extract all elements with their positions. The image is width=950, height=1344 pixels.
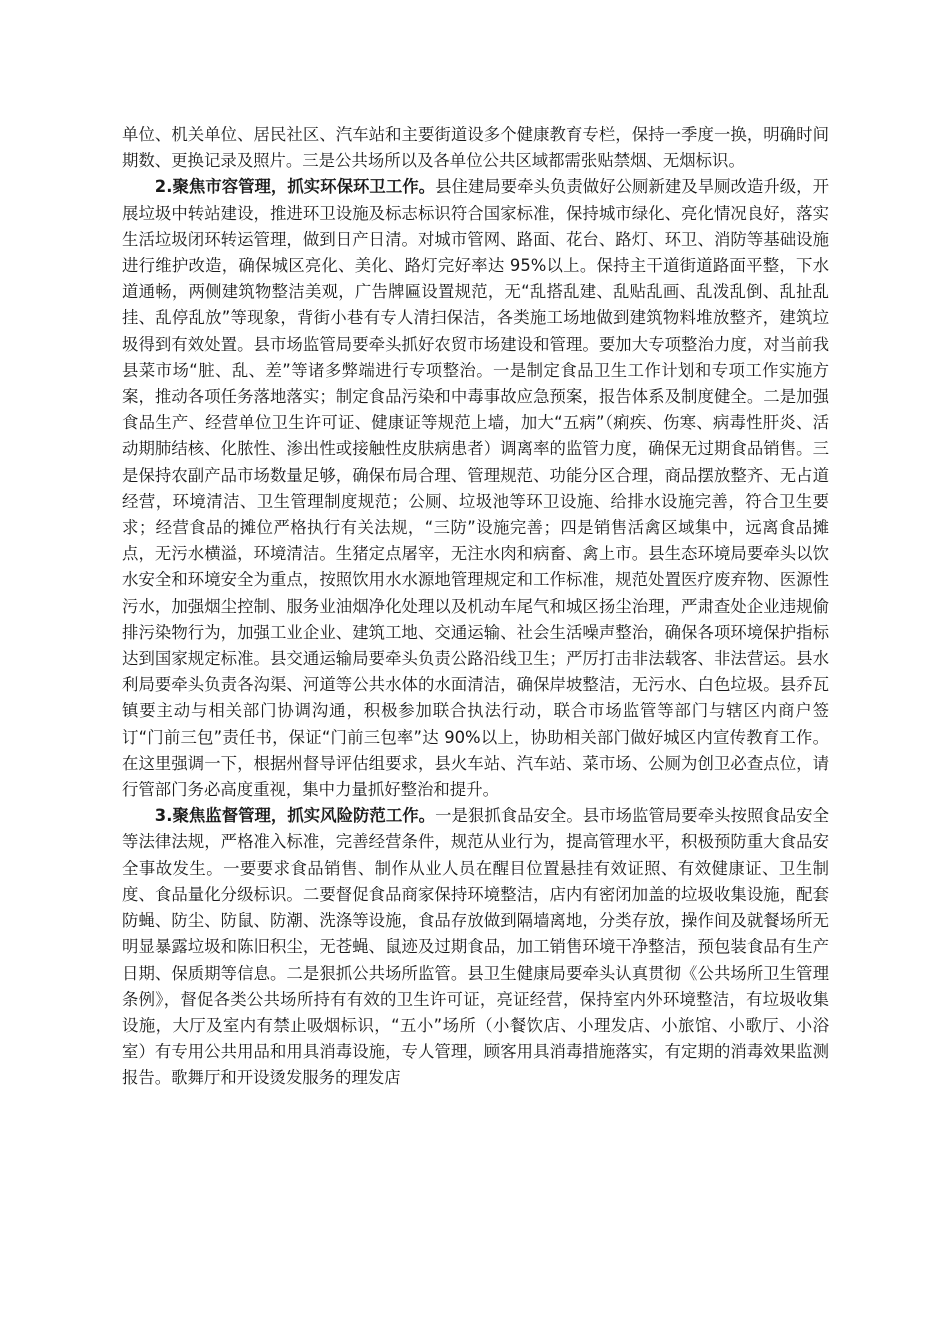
section-2-heading: 2.聚焦市容管理，抓实环保环卫工作。 [154,177,436,197]
section-3-body: 一是狠抓食品安全。县市场监管局要牵头按照食品安全等法律法规，严格准入标准，完善经营条件，规范从业行为，提高管理水平，积极预防重大食品安全事故发生。一要要求食品销售、制作从业人员在醒目位置悬挂有效证照、有效健康证、卫生制度、食品量化分级标识。二要督促食品商家保持环境整洁，店内有密闭加盖的垃圾收集设施，配套防蝇、防尘、防鼠、防潮、洗涤等设施，食品存放做到隔墙离地，分类存放，操作间及就餐场所无明显暴露垃圾和陈旧积尘，无苍蝇、鼠迹及过期食品，加工销售环境干净整洁，预包装食品有生产日期、保质期等信息。二是狠抓公共场所监管。县卫生健康局要牵头认真贯彻《公共场所卫生管理条例》，督促各类公共场所持有有效的卫生许可证，亮证经营，保持室内外环境整洁，有垃圾收集设施，大厅及室内有禁止吸烟标识，“五小”场所（小餐饮店、小理发店、小旅馆、小歌厅、小浴室）有专用公共用品和用具消毒设施，专人管理，顾客用具消毒措施落实，有定期的消毒效果监测报告。歌舞厅和开设烫发服务的理发店 [122,806,829,1088]
section-3-heading: 3.聚焦监督管理，抓实风险防范工作。 [154,806,436,826]
document-body [122,122,829,1092]
section-2-body: 县住建局要牵头负责做好公厕新建及旱厕改造升级，开展垃圾中转站建设，推进环卫设施及标志标识符合国家标准，保持城市绿化、亮化情况良好，落实生活垃圾闭环转运管理，做到日产日清。对城市管网、路面、花台、路灯、环卫、消防等基础设施进行维护改造，确保城区亮化、美化、路灯完好率达 95%以上。保持主干道街道路面平整，下水道通畅，两侧建筑物整洁美观，广告牌匾设置规范，无“乱搭乱建、乱贴乱画、乱泼乱倒、乱扯乱挂、乱停乱放”等现象，背街小巷有专人清扫保洁，各类施工场地做到建筑物料堆放整齐，建筑垃圾得到有效处置。县市场监管局要牵头抓好农贸市场建设和管理。要加大专项整治力度，对当前我县菜市场“脏、乱、差”等诸多弊端进行专项整治。一是制定食品卫生工作计划和专项工作实施方案，推动各项任务落地落实；制定食品污染和中毒事故应急预案，报告体系及制度健全。二是加强食品生产、经营单位卫生许可证、健康证等规范上墙，加大“五病”（痢疾、伤寒、病毒性肝炎、活动期肺结核、化脓性、渗出性或接触性皮肤病患者）调离率的监管力度，确保无过期食品销售。三是保持农副产品市场数量足够，确保布局合理、管理规范、功能分区合理，商品摆放整齐、无占道经营，环境清洁、卫生管理制度规范；公厕、垃圾池等环卫设施、给排水设施完善，符合卫生要求；经营食品的摊位严格执行有关法规，“三防”设施完善；四是销售活禽区域集中，远离食品摊点，无污水横溢，环境清洁。生猪定点屠宰，无注水肉和病畜、禽上市。县生态环境局要牵头以饮水安全和环境安全为重点，按照饮用水水源地管理规定和工作标准，规范处置医疗废弃物、医源性污水，加强烟尘控制、服务业油烟净化处理以及机动车尾气和城区扬尘治理，严肃查处企业违规偷排污染物行为，加强工业企业、建筑工地、交通运输、社会生活噪声整治，确保各项环境保护指标达到国家规定标准。县交通运输局要牵头负责公路沿线卫生；严厉打击非法载客、非法营运。县水利局要牵头负责各沟渠、河道等公共水体的水面清洁，确保岸坡整洁，无污水、白色垃圾。县乔瓦镇要主动与相关部门协调沟通，积极参加联合执法行动，联合市场监管等部门与辖区内商户签订“门前三包”责任书，保证“门前三包率”达 90%以上，协助相关部门做好城区内宣传教育工作。在这里强调一下，根据州督导评估组要求，县火车站、汽车站、菜市场、公厕为创卫必查点位，请行管部门务必高度重视，集中力量抓好整治和提升。 [122,177,829,800]
section-2-paragraph [122,174,829,803]
paragraph-continuation: 单位、机关单位、居民社区、汽车站和主要街道设多个健康教育专栏，保持一季度一换，明确时间期数、更换记录及照片。三是公共场所以及各单位公共区域都需张贴禁烟、无烟标识。 [122,125,829,171]
section-3-paragraph [122,803,829,1091]
